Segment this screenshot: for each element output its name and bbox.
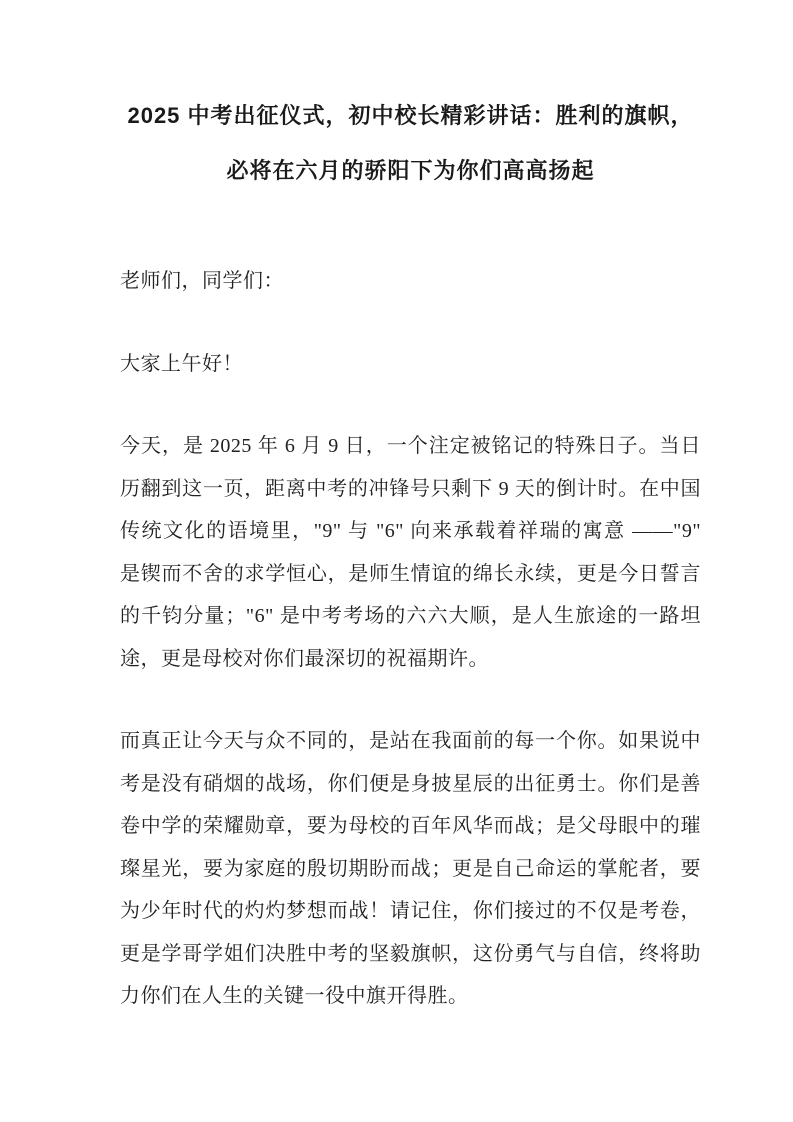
paragraph-greeting: 大家上午好！: [120, 352, 243, 375]
paragraph-salutation: 老师们，同学们：: [120, 270, 284, 292]
document-title: 2025 中考出征仪式，初中校长精彩讲话：胜利的旗帜，必将在六月的骄阳下为你们高高扬起: [127, 103, 694, 183]
paragraph-body-2: 而真正让今天与众不同的，是站在我面前的每一个你。如果说中考是没有硝烟的战场，你们便是身披星辰的出征勇士。你们是善卷中学的荣耀勋章，要为母校的百年风华而战；是父母眼中的璀璨星光，要为家庭的殷切期盼而战；更是自己命运的掌舵者，要为少年时代的灼灼梦想而战！请记住，你们接过的不仅是考卷，更是学哥学姐们决胜中考的坚毅旗帜，这份勇气与自信，终将助力你们在人生的关键一役中旗开得胜。: [120, 730, 701, 1007]
paragraph-body-1: 今天，是 2025 年 6 月 9 日，一个注定被铭记的特殊日子。当日历翻到这一页，距离中考的冲锋号只剩下 9 天的倒计时。在中国传统文化的语境里，"9" 与 "6" 向来承载着祥瑞的寓意 ——"9" 是锲而不舍的求学恒心，是师生情谊的绵长永续，更是今日誓言的千钧分量；"6" 是中考考场的六六大顺，是人生旅途的一路坦途，更是母校对你们最深切的祝福期许。: [120, 435, 701, 670]
